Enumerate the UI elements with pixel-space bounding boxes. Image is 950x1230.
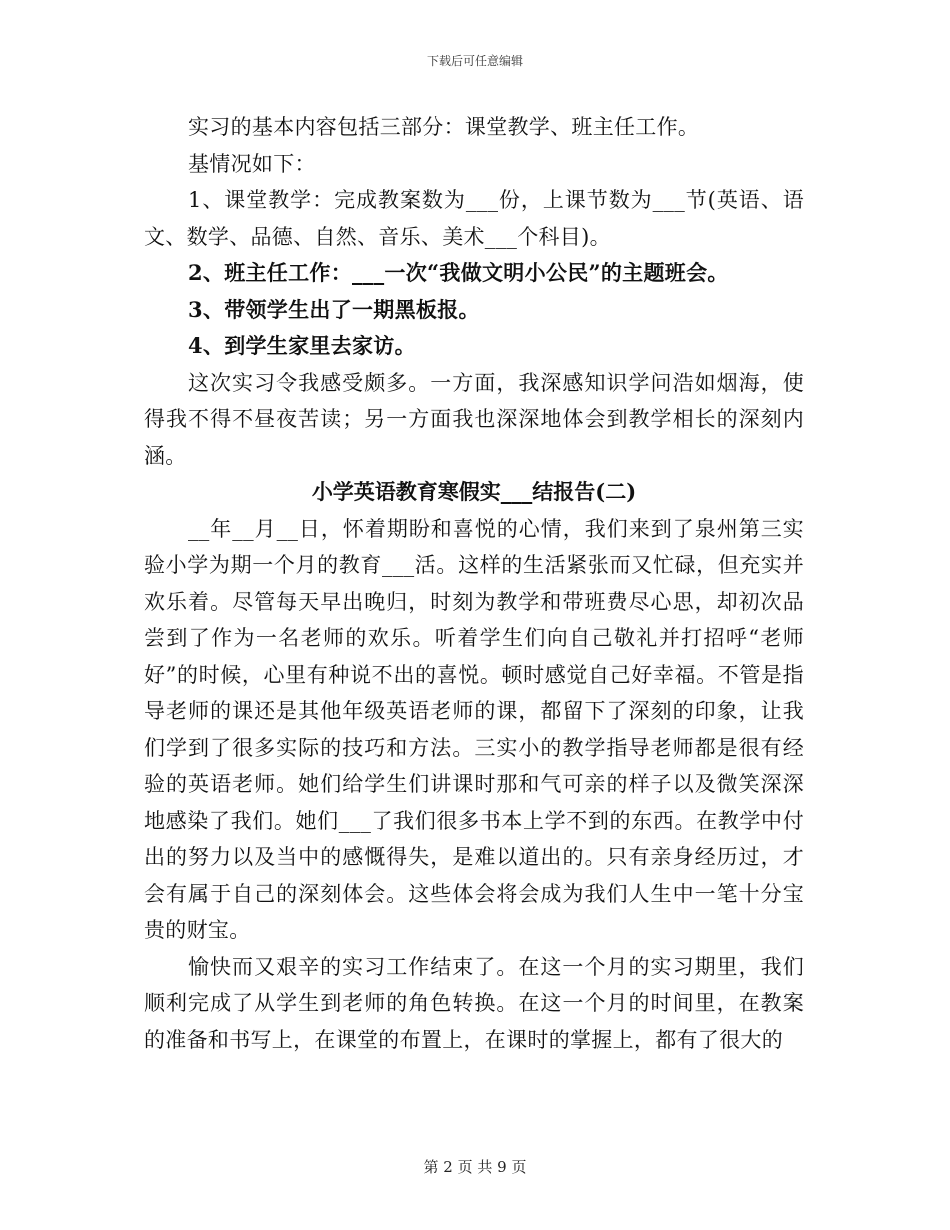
paragraph-item-1: 1、课堂教学：完成教案数为___份，上课节数为___节(英语、语文、数学、品德、自然、音乐、美术___个科目)。	[144, 188, 804, 249]
page-header: 下载后可任意编辑	[426, 54, 523, 68]
paragraph-item-2: 2、班主任工作：___一次“我做文明小公民”的主题班会。	[188, 260, 729, 285]
paragraph-item-4: 4、到学生家里去家访。	[188, 333, 416, 358]
paragraph-reflection: 这次实习令我感受颇多。一方面，我深感知识学问浩如烟海，使得我不得不昼夜苦读；另一方面我也深深地体会到教学相长的深刻内涵。	[144, 370, 804, 468]
paragraph-item-3: 3、带领学生出了一期黑板报。	[188, 296, 480, 322]
section-title: 小学英语教育寒假实___结报告(二)	[311, 479, 637, 504]
paragraph-intro: 实习的基本内容包括三部分：课堂教学、班主任工作。	[188, 115, 700, 139]
paragraph-report-body: __年__月__日，怀着期盼和喜悦的心情，我们来到了泉州第三实验小学为期一个月的教育___活。这样的生活紧张而又忙碌，但充实并欢乐着。尽管每天早出晚归，时刻为教学和带班费尽心思，却初次品尝到了作为一名老师的欢乐。听着学生们向自己敬礼并打招呼“老师好”的时候，心里有种说不出的喜悦。顿时感觉自己好幸福。不管是指导老师的课还是其他年级英语老师的课，都留下了深刻的印象，让我们学到了很多实际的技巧和方法。三实小的教学指导老师都是很有经验的英语老师。她们给学生们讲课时那和气可亲的样子以及微笑深深地感染了我们。她们___了我们很多书本上学不到的东西。在教学中付出的努力以及当中的感慨得失，是难以道出的。只有亲身经历过，才会有属于自己的深刻体会。这些体会将会成为我们人生中一笔十分宝贵的财宝。	[144, 516, 804, 942]
paragraph-situation: 基情况如下：	[188, 151, 316, 176]
page-footer: 第 2 页 共 9 页	[423, 1158, 527, 1176]
document-body	[144, 109, 804, 1058]
paragraph-conclusion: 愉快而又艰辛的实习工作结束了。在这一个月的实习期里，我们顺利完成了从学生到老师的角色转换。在这一个月的时间里，在教案的准备和书写上，在课堂的布置上，在课时的掌握上，都有了很大的	[144, 954, 804, 1052]
